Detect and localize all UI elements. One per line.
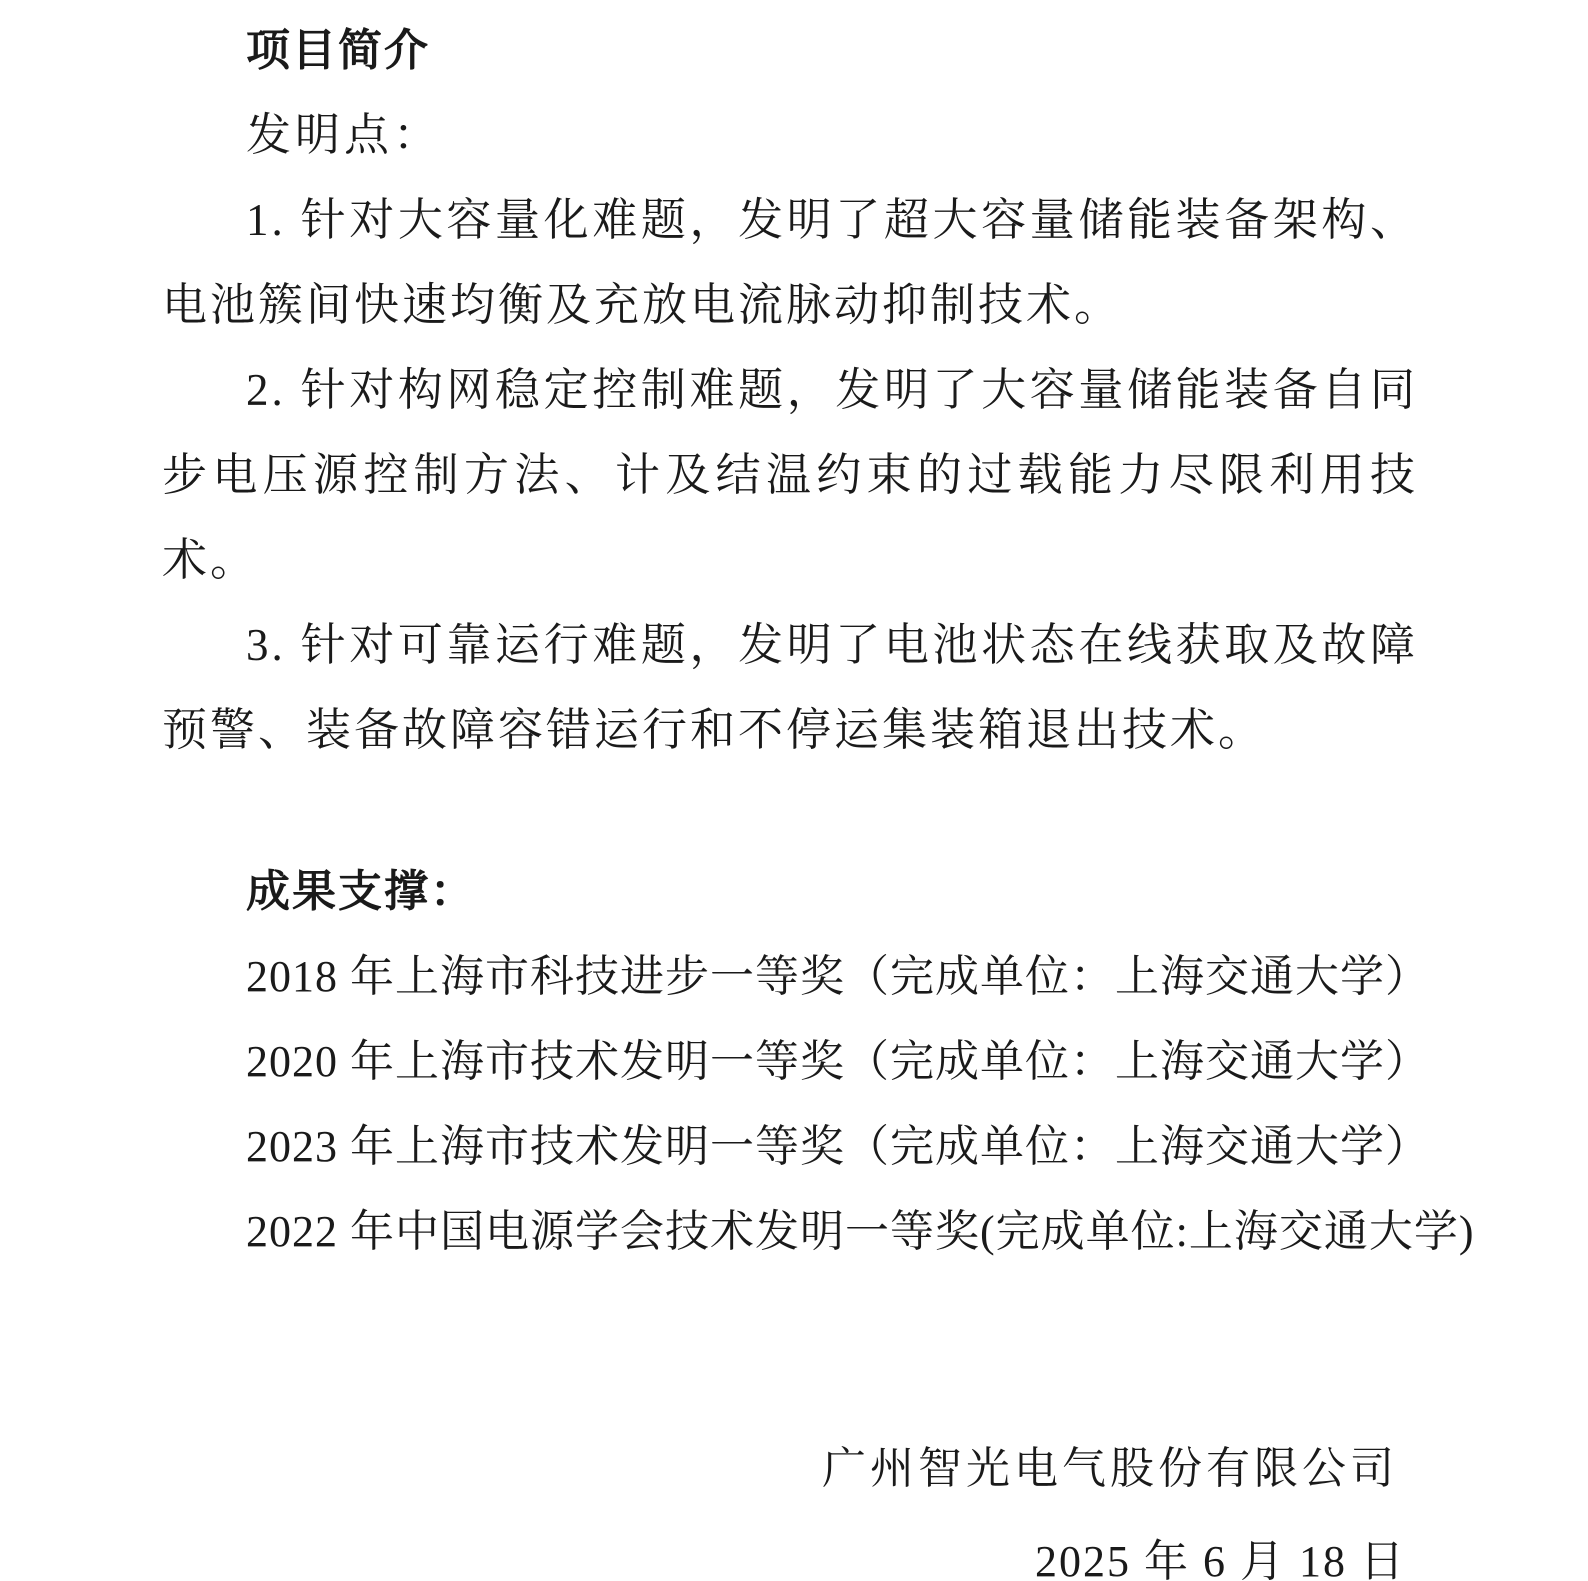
achievements-heading: 成果支撑： [246,867,476,916]
invention-point-3: 3. 针对可靠运行难题，发明了电池状态在线获取及故障预警、装备故障容错运行和不停运集装箱退出技术。 [162,620,1418,755]
signature-block [162,1426,1418,1581]
document-date: 2025 年 6 月 18 日 [1035,1537,1406,1581]
invention-point-1: 1. 针对大容量化难题，发明了超大容量储能装备架构、电池簇间快速均衡及充放电流脉动抑制技术。 [162,195,1418,330]
achievement-item-2023: 2023 年上海市技术发明一等奖（完成单位：上海交通大学） [246,1122,1430,1171]
achievement-item-2022: 2022 年中国电源学会技术发明一等奖(完成单位:上海交通大学) [246,1207,1475,1256]
achievement-item-2020: 2020 年上海市技术发明一等奖（完成单位：上海交通大学） [246,1037,1430,1086]
invention-points-label: 发明点： [246,110,443,160]
achievement-item-2018: 2018 年上海市科技进步一等奖（完成单位：上海交通大学） [246,952,1430,1001]
invention-point-2: 2. 针对构网稳定控制难题，发明了大容量储能装备自同步电压源控制方法、计及结温约束的过载能力尽限利用技术。 [162,365,1418,585]
section-title: 项目简介 [246,26,430,75]
company-name: 广州智光电气股份有限公司 [822,1444,1398,1493]
